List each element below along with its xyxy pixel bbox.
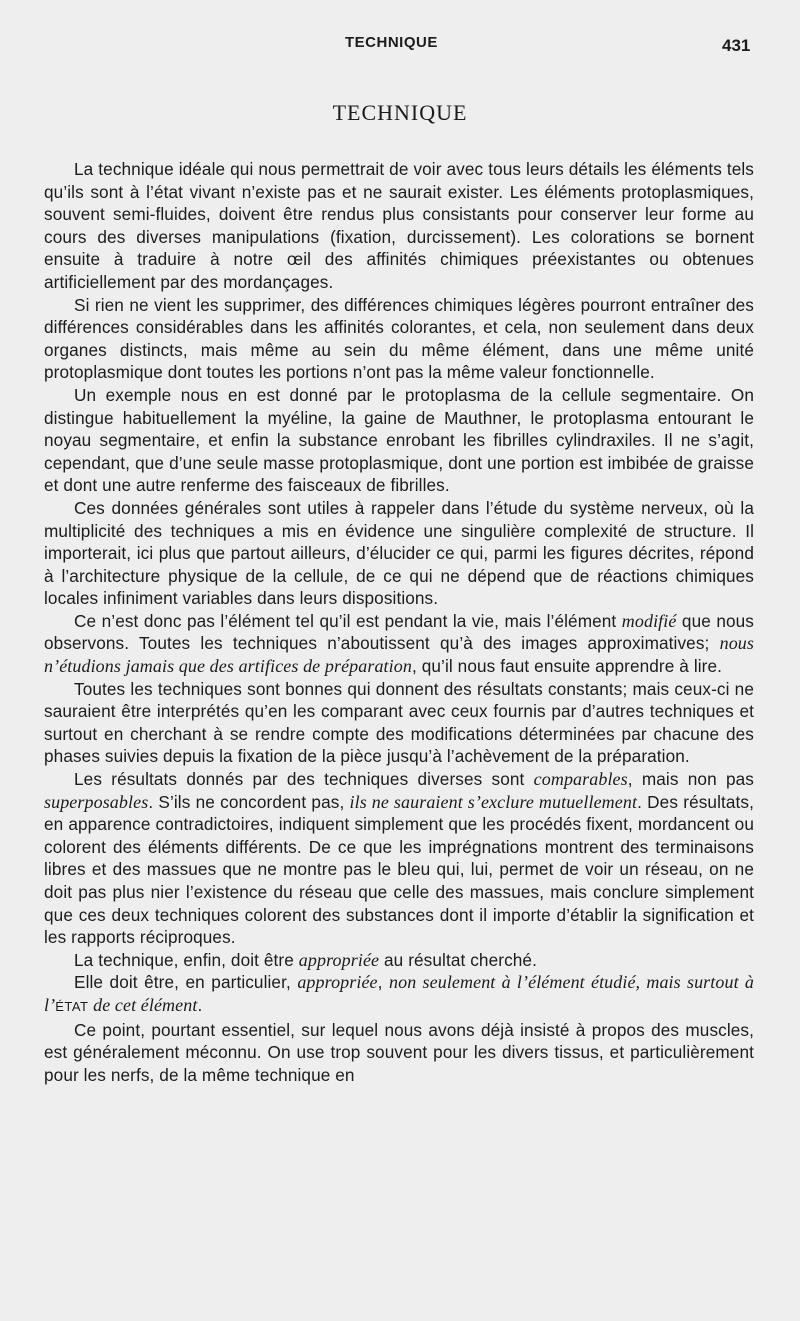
italic-text: de cet élément xyxy=(88,994,198,1015)
paragraph xyxy=(44,610,754,678)
paragraph xyxy=(44,949,754,972)
italic-text: nous n’étudions jamais que des artifices de préparation xyxy=(44,633,754,677)
paragraph xyxy=(44,678,754,768)
italic-text: appropriée xyxy=(298,949,380,970)
text-run: Toutes les techniques sont bonnes qui donnent des résultats constants; mais ceux-ci ne sauraient être interprétés qu’en les comparant avec ceux fournis par d’autres techniques et surtout en cherchant à se rendre compte des modifications déterminées par chacune des phases suivies depuis la fixation de la pièce jusqu’à l’achèvement de la préparation. xyxy=(44,678,754,767)
text-run: Les résultats donnés par des techniques diverses sont xyxy=(74,769,534,790)
italic-text: ils ne sauraient s’exclure mutuellement xyxy=(349,791,638,812)
text-run: Ce point, pourtant essentiel, sur lequel nous avons déjà insisté à propos des muscles, est généralement méconnu. On use trop souvent pour les divers tissus, et particulièrement pour les nerfs, de la même technique en xyxy=(44,1019,754,1085)
italic-text: appropriée xyxy=(297,972,378,993)
text-run: , mais non pas xyxy=(627,769,754,790)
text-run: , qu’il nous faut ensuite apprendre à lire. xyxy=(411,656,723,677)
paragraph xyxy=(44,294,754,384)
running-title: TECHNIQUE xyxy=(345,34,438,51)
text-run: Elle doit être, en particulier, xyxy=(74,972,298,993)
small-caps-text: ÉTAT xyxy=(55,998,89,1014)
paragraph xyxy=(44,158,754,294)
paragraph xyxy=(44,768,754,949)
text-run: Un exemple nous en est donné par le protoplasma de la cellule segmentaire. On distingue habituellement la myéline, la gaine de Mauthner, le protoplasma entourant le noyau segmentaire, et enfin la substance enrobant les fibrilles cylindraxiles. Il ne s’agit, cependant, que d’une seule masse protoplasmique, dont une portion est imbibée de graisse et dont une autre renferme des faisceaux de fibrilles. xyxy=(44,384,754,496)
text-run: . S’ils ne concordent pas, xyxy=(148,791,350,812)
text-run: que nous observons. Toutes les techniques n’aboutissent qu’à des images approximatives; xyxy=(44,610,754,654)
text-run: La technique idéale qui nous permettrait de voir avec tous leurs détails les éléments tels qu’ils sont à l’état vivant n’existe pas et ne saurait exister. Les éléments protoplasmiques, souvent semi-fluides, doivent être rendus plus consistants pour conserver leur forme au cours des diverses manipulations (fixation, durcissement). Les colorations se bornent ensuite à traduire à notre œil des affinités chimiques préexistantes ou obtenues artificiellement par des mordançages. xyxy=(44,159,754,292)
text-run: Ce n’est donc pas l’élément tel qu’il est pendant la vie, mais l’élément xyxy=(74,610,622,631)
text-run: Si rien ne vient les supprimer, des différences chimiques légères pourront entraîner des différences considérables dans les affinités colorantes, et cela, non seulement dans deux organes distincts, mais même au sein du même élément, dans une même unité protoplasmique dont toutes les portions n’ont pas la même valeur fonctionnelle. xyxy=(44,294,754,383)
text-run: . xyxy=(197,994,203,1015)
paragraph xyxy=(44,971,754,1018)
italic-text: non seulement à l’élément étudié, mais surtout à l’ xyxy=(44,972,754,1015)
text-run: au résultat cherché. xyxy=(379,949,537,970)
section-title: TECHNIQUE xyxy=(332,100,468,125)
text-run: . Des résultats, en apparence contradictoires, indiquent simplement que les procédés fixent, mordancent ou colorent des éléments différents. De ce que les imprégnations montrent des terminaisons libres et des massues que ne montre pas le bleu qui, lui, permet de voir un réseau, on ne doit pas plus nier l’existence du réseau que celle des massues, mais conclure simplement que ces deux techniques colorent des substances dont il importe d’établir la signification et les rapports réciproques. xyxy=(44,791,754,948)
paragraph xyxy=(44,1019,754,1087)
body-text xyxy=(44,158,754,1086)
text-run: , xyxy=(377,972,390,993)
paragraph xyxy=(44,384,754,497)
text-run: La technique, enfin, doit être xyxy=(74,949,299,970)
text-run: Ces données générales sont utiles à rappeler dans l’étude du système nerveux, où la multiplicité des techniques a mis en évidence une singulière complexité de structure. Il importerait, ici plus que partout ailleurs, d’élucider ce qui, parmi les figures décrites, répond à l’architecture physique de la cellule, de ce qui ne dépend que de réactions chimiques locales infiniment variables dans leurs dispositions. xyxy=(44,497,754,609)
italic-text: modifié xyxy=(621,610,677,631)
italic-text: comparables xyxy=(533,769,628,790)
page-number: 431 xyxy=(722,36,751,55)
paragraph xyxy=(44,497,754,610)
italic-text: superposables xyxy=(44,791,149,812)
running-header xyxy=(0,30,800,60)
